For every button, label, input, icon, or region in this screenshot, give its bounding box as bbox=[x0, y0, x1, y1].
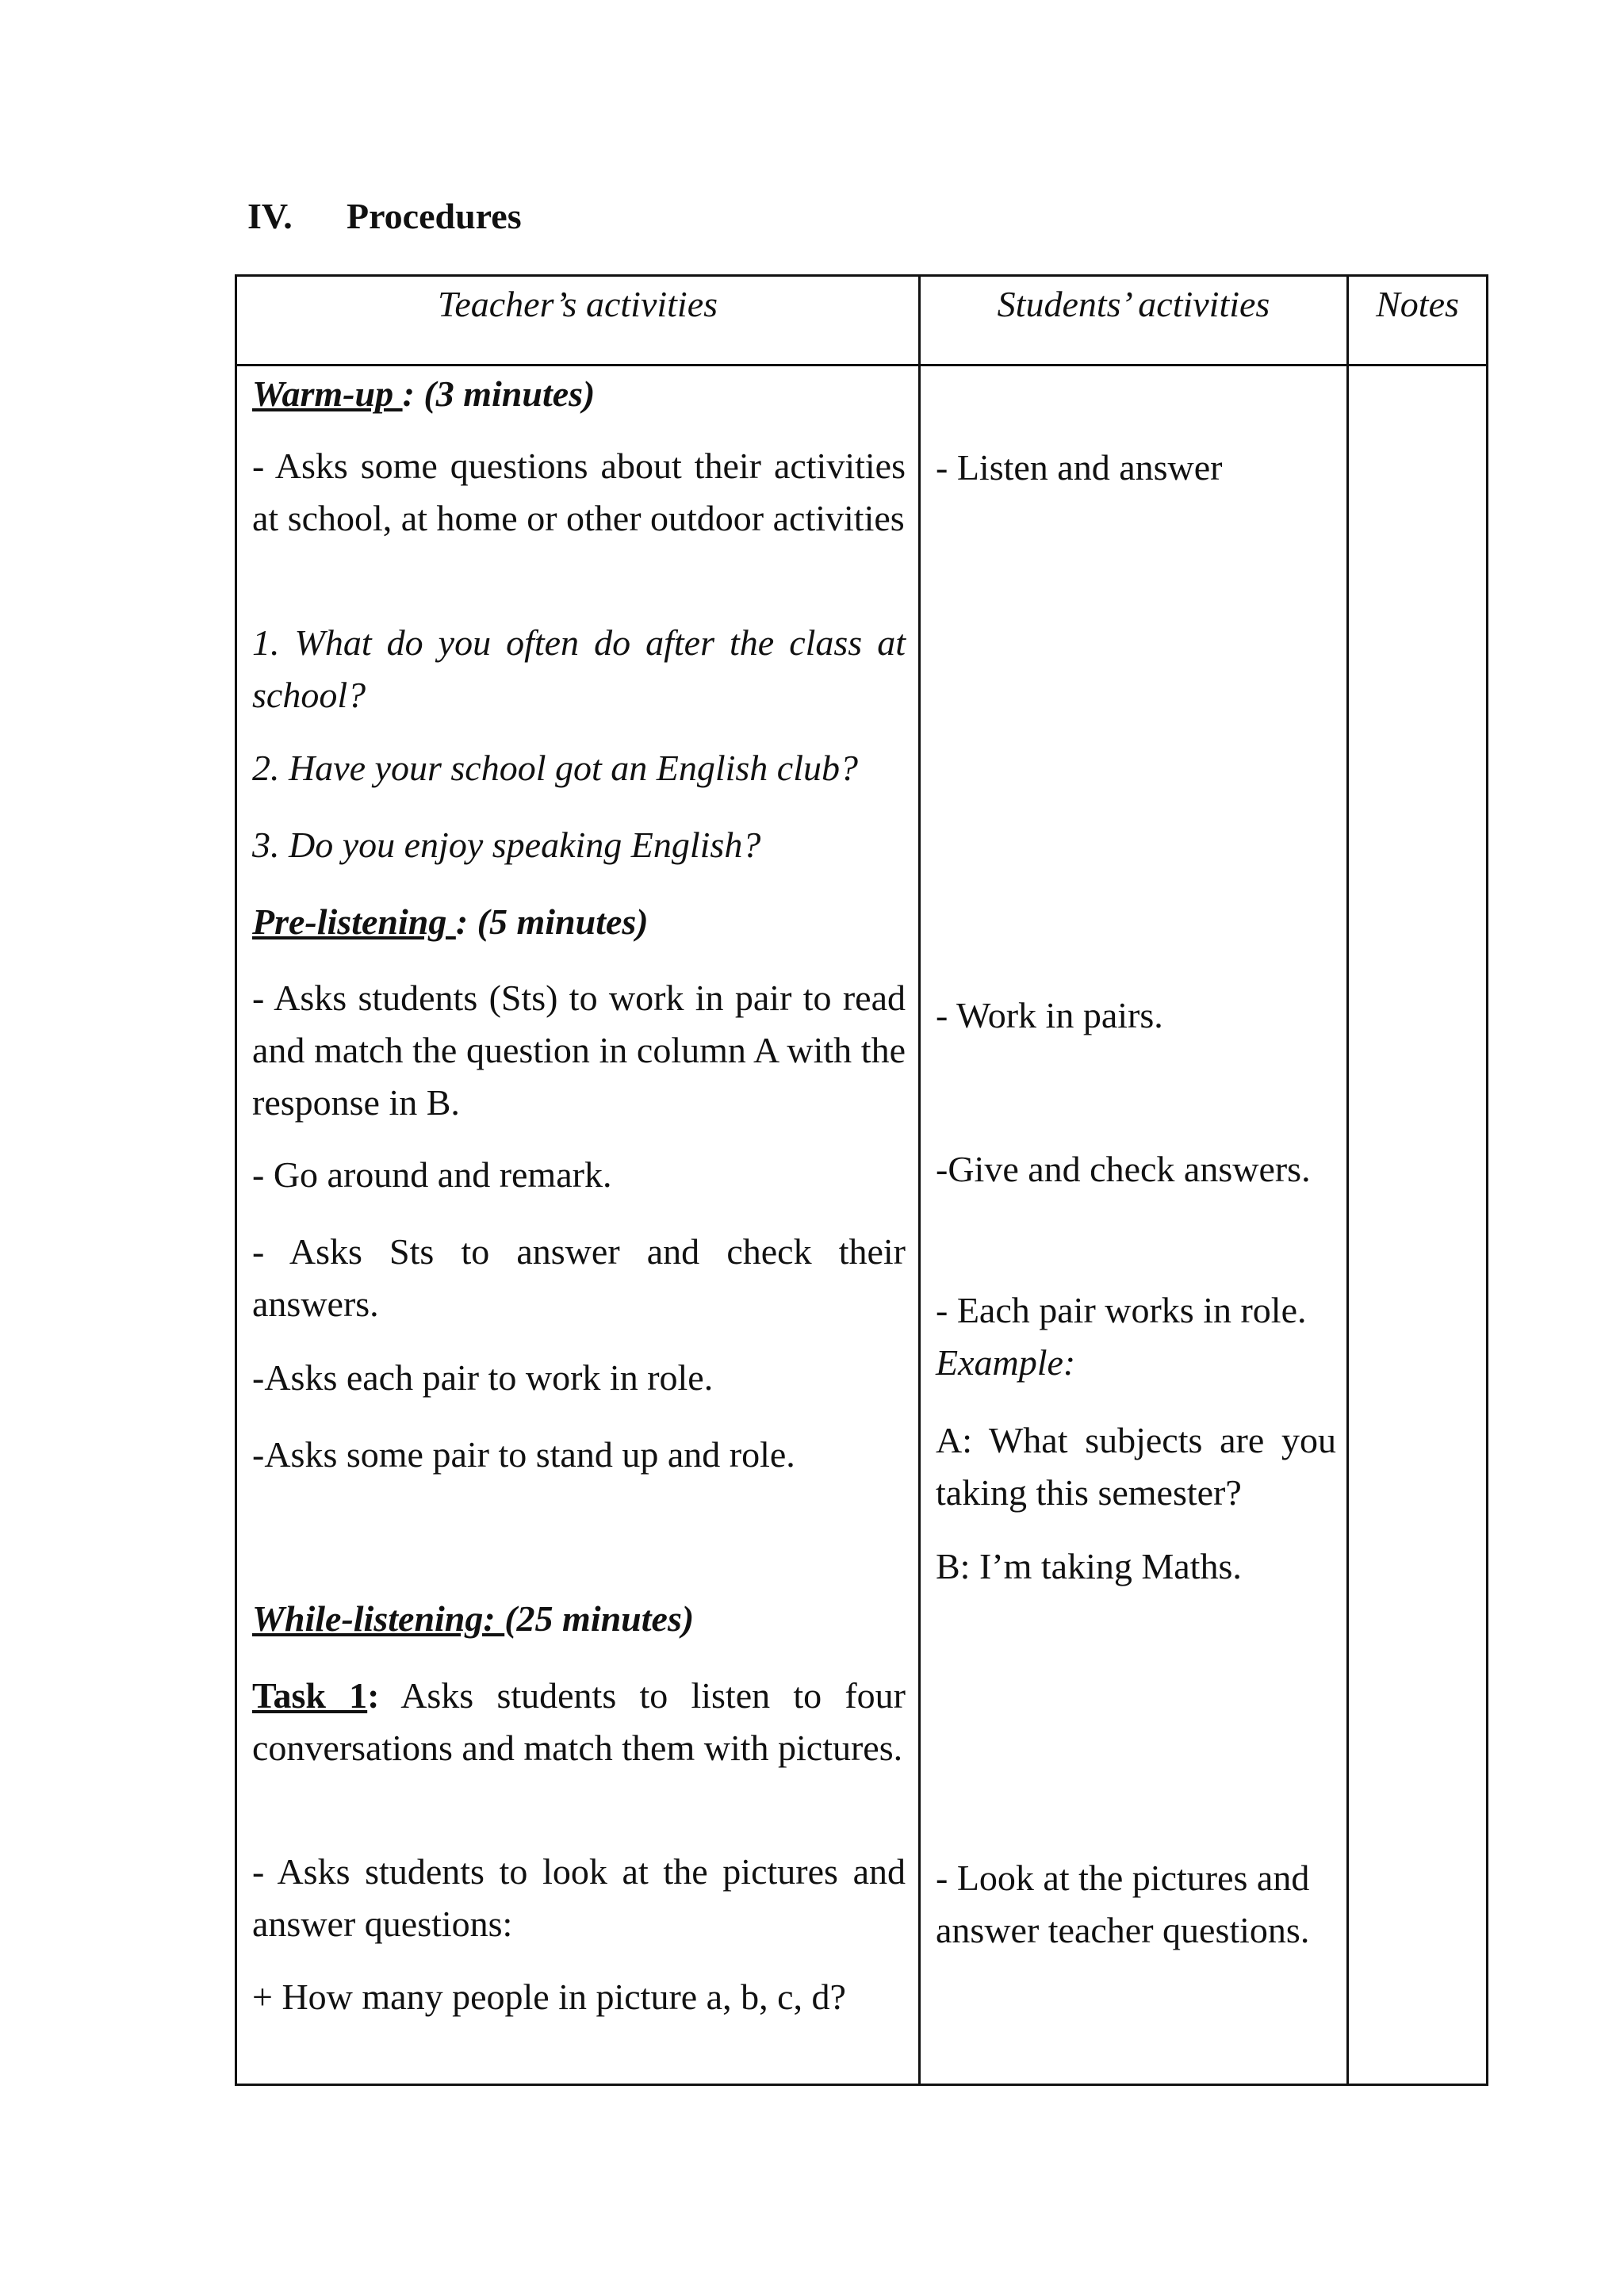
warmup-ask: - Asks some questions about their activities at school, at home or other outdoor activities bbox=[252, 446, 906, 538]
header-teacher-activities: Teacher’s activities bbox=[236, 276, 920, 365]
students-activities-cell bbox=[920, 365, 1348, 2085]
pre-listening-step-5: -Asks some pair to stand up and role. bbox=[252, 1434, 795, 1475]
section-title: Procedures bbox=[347, 196, 522, 236]
student-dialogue-b: B: I’m taking Maths. bbox=[936, 1546, 1242, 1586]
pre-listening-heading: Pre-listening : (5 minutes) bbox=[252, 901, 649, 942]
student-activity-5: - Look at the pictures and answer teacher questions. bbox=[936, 1858, 1310, 1950]
student-activity-3: -Give and check answers. bbox=[936, 1149, 1311, 1189]
header-students-activities: Students’ activities bbox=[920, 276, 1348, 365]
section-number: IV. bbox=[247, 196, 293, 236]
pre-listening-step-4: -Asks each pair to work in role. bbox=[252, 1357, 714, 1398]
warmup-heading: Warm-up : (3 minutes) bbox=[252, 373, 596, 414]
student-dialogue-a: A: What subjects are you taking this semester? bbox=[936, 1420, 1336, 1513]
student-example-label: Example: bbox=[936, 1342, 1076, 1383]
question-2: 2. Have your school got an English club? bbox=[252, 748, 859, 788]
table-header-row bbox=[236, 276, 1488, 365]
while-listening-step-3: + How many people in picture a, b, c, d? bbox=[252, 1976, 846, 2017]
pre-listening-step-3: - Asks Sts to answer and check their answers. bbox=[252, 1231, 906, 1324]
teacher-activities-cell bbox=[236, 365, 920, 2085]
pre-listening-step-1: - Asks students (Sts) to work in pair to read and match the question in column A with the response in B. bbox=[252, 978, 906, 1123]
student-activity-1: - Listen and answer bbox=[936, 447, 1223, 488]
procedures-table bbox=[235, 274, 1488, 2086]
student-activity-2: - Work in pairs. bbox=[936, 995, 1163, 1035]
pre-listening-step-2: - Go around and remark. bbox=[252, 1154, 612, 1195]
student-activity-4: - Each pair works in role. bbox=[936, 1290, 1307, 1330]
question-3: 3. Do you enjoy speaking English? bbox=[252, 825, 761, 865]
header-notes: Notes bbox=[1348, 276, 1488, 365]
while-listening-heading: While-listening: (25 minutes) bbox=[252, 1598, 695, 1639]
table-body-row bbox=[236, 365, 1488, 2085]
question-1: 1. What do you often do after the class at school? bbox=[252, 622, 906, 715]
while-listening-step-2: - Asks students to look at the pictures and answer questions: bbox=[252, 1851, 906, 1944]
notes-cell bbox=[1348, 365, 1488, 2085]
task-1: Task 1: Asks students to listen to four conversations and match them with pictures. bbox=[252, 1675, 906, 1768]
section-heading bbox=[247, 193, 522, 240]
